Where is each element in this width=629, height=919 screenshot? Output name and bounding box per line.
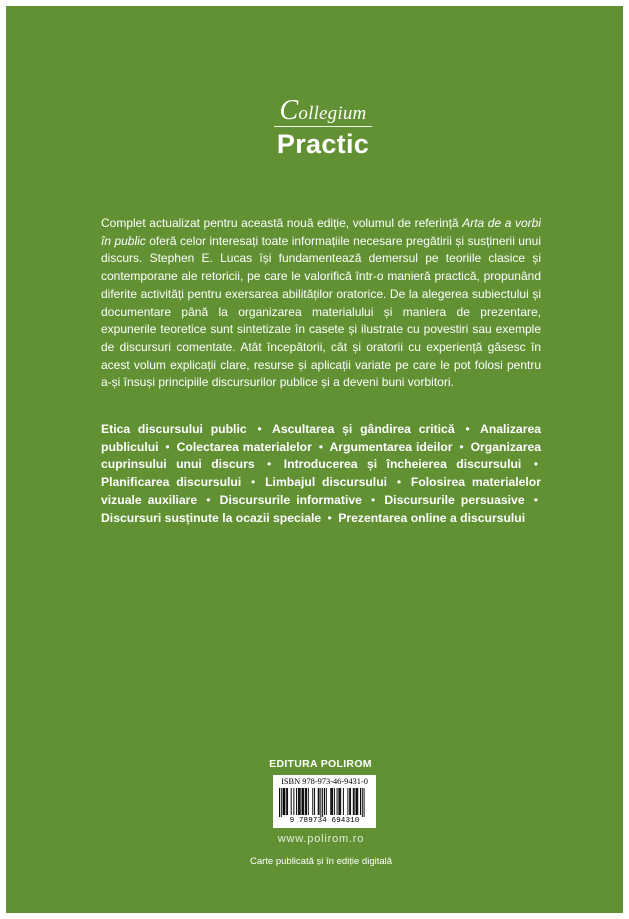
back-cover	[6, 6, 623, 913]
barcode-bar	[318, 788, 319, 815]
barcode-bar	[364, 788, 365, 817]
barcode-bar	[356, 788, 357, 815]
barcode-bar	[299, 788, 300, 815]
barcode-bar	[320, 788, 321, 817]
topic-separator: •	[371, 492, 376, 507]
barcode-bar	[338, 788, 339, 815]
topic-item: Ascultarea și gândirea critică	[272, 422, 455, 436]
digital-edition-note: Carte publicată și în ediție digitală	[249, 856, 393, 867]
topic-item: Argumentarea ideilor	[329, 439, 453, 454]
barcode-bar	[360, 788, 361, 815]
barcode-bar	[357, 788, 358, 815]
barcode-bar	[298, 788, 299, 815]
barcode-digits: 9 789734 694310	[289, 817, 360, 825]
description-body: oferă celor interesați toate informațiile necesare pregătirii și susținerii unui discurs. Stephen E. Lucas își fundamentează demersul pe teoriile clasice și contemporane ale retoricii, pe care le valorifică într-o manieră practică, propunând diferite activități pentru exersarea abilităților oratorice. De la alegerea subiectului și documentare până la organizarea materialului și maniera de prezentare, expunerile teoretice sunt sintetizate în casete și ilustrate cu povestiri sau exemple de discursuri comentate. Atât începătorii, cât și oratorii cu experiență găsesc în acest volum explicații clare, resurse și aplicații variate pe care le pot folosi pentru a-și însuși principiile discursurilor publice și a deveni buni vorbitori.	[101, 233, 541, 390]
barcode-bar	[284, 788, 285, 815]
barcode-bar	[319, 788, 320, 815]
topic-item: Discursuri susținute la ocazii speciale	[101, 510, 322, 525]
topic-item: Discursurile persuasive	[384, 492, 525, 507]
barcode-bar	[302, 788, 303, 815]
barcode-bar	[293, 788, 294, 815]
barcode-bar	[306, 788, 307, 815]
barcode-bar	[353, 788, 354, 815]
barcode-bar	[302, 788, 303, 815]
collegium-practic-logo	[268, 95, 378, 159]
barcode-bar	[330, 788, 331, 815]
barcode-bar	[303, 788, 304, 815]
barcode-bar	[350, 788, 351, 815]
barcode-bar	[340, 788, 341, 815]
barcode-bar	[300, 788, 301, 815]
barcode-bar	[354, 788, 355, 815]
barcode-bar	[324, 788, 325, 815]
barcode-bar	[349, 788, 350, 815]
book-description	[101, 215, 541, 392]
barcode-bar	[308, 788, 309, 815]
topic-item: Discursurile informative	[219, 492, 362, 507]
topic-separator: •	[533, 457, 538, 472]
isbn-text: ISBN 978-973-46-9431-0	[281, 777, 368, 786]
barcode-bar	[339, 788, 340, 815]
book-title-italic: Arta de a vorbi în public	[101, 216, 541, 248]
isbn-barcode	[273, 775, 376, 828]
publisher-name: EDITURA POLIROM	[269, 758, 372, 770]
barcode-bar	[287, 788, 288, 815]
topic-item: Etica discursului public	[101, 422, 247, 436]
barcode-bar	[326, 788, 327, 815]
barcode-bar	[281, 788, 282, 817]
topic-item: Folosirea materialelor vizuale auxiliare	[101, 475, 541, 507]
topic-separator: •	[396, 475, 402, 490]
topic-item: Introducerea și încheierea discursului	[283, 457, 522, 472]
barcode-bar	[337, 788, 338, 815]
topic-item: Limbajul discursului	[265, 475, 388, 490]
topic-item: Prezentarea online a discursului	[338, 510, 526, 525]
barcode-bar	[305, 788, 306, 815]
barcode-bar	[314, 788, 315, 815]
topic-separator: •	[459, 439, 464, 454]
topic-separator: •	[327, 510, 332, 525]
topic-separator: •	[318, 439, 324, 454]
barcode-bar	[356, 788, 357, 815]
barcode-bar	[284, 788, 285, 815]
barcode-bar	[291, 788, 292, 815]
barcode-bar	[312, 788, 313, 815]
barcode-bar	[286, 788, 287, 815]
logo-collegium-initial: C	[279, 95, 299, 126]
publisher-website: www.polirom.ro	[277, 833, 365, 845]
topic-item: Analizarea publicului	[101, 422, 541, 454]
barcode-bar	[347, 788, 348, 815]
barcode-bar	[334, 788, 335, 815]
barcode-bar	[296, 788, 297, 815]
topic-separator: •	[251, 475, 256, 490]
topic-separator: •	[465, 422, 470, 436]
barcode-bar	[343, 788, 344, 815]
barcode-bar	[362, 788, 363, 817]
barcode-bar	[331, 788, 332, 815]
topic-separator: •	[206, 492, 211, 507]
topic-item: Organizarea cuprinsului unui discurs	[101, 439, 542, 472]
description-intro: Complet actualizat pentru această nouă ediție, volumul de referință	[101, 216, 463, 230]
barcode-bar	[322, 788, 323, 817]
topic-separator: •	[267, 457, 272, 472]
topic-item: Colectarea materialelor	[176, 439, 312, 454]
logo-practic-wordmark: Practic	[276, 129, 370, 159]
topic-item: Planificarea discursului	[101, 475, 242, 490]
barcode-bars	[279, 788, 370, 817]
barcode-bar	[279, 788, 280, 817]
logo-collegium-rest: ollegium	[298, 103, 367, 124]
barcode-bar	[332, 788, 333, 815]
topic-separator: •	[257, 422, 262, 436]
logo-collegium-wordmark	[268, 95, 378, 126]
logo-divider	[274, 126, 372, 127]
topic-separator: •	[165, 439, 170, 454]
topics-list	[101, 421, 541, 527]
topic-separator: •	[533, 492, 538, 507]
barcode-bar	[283, 788, 284, 815]
